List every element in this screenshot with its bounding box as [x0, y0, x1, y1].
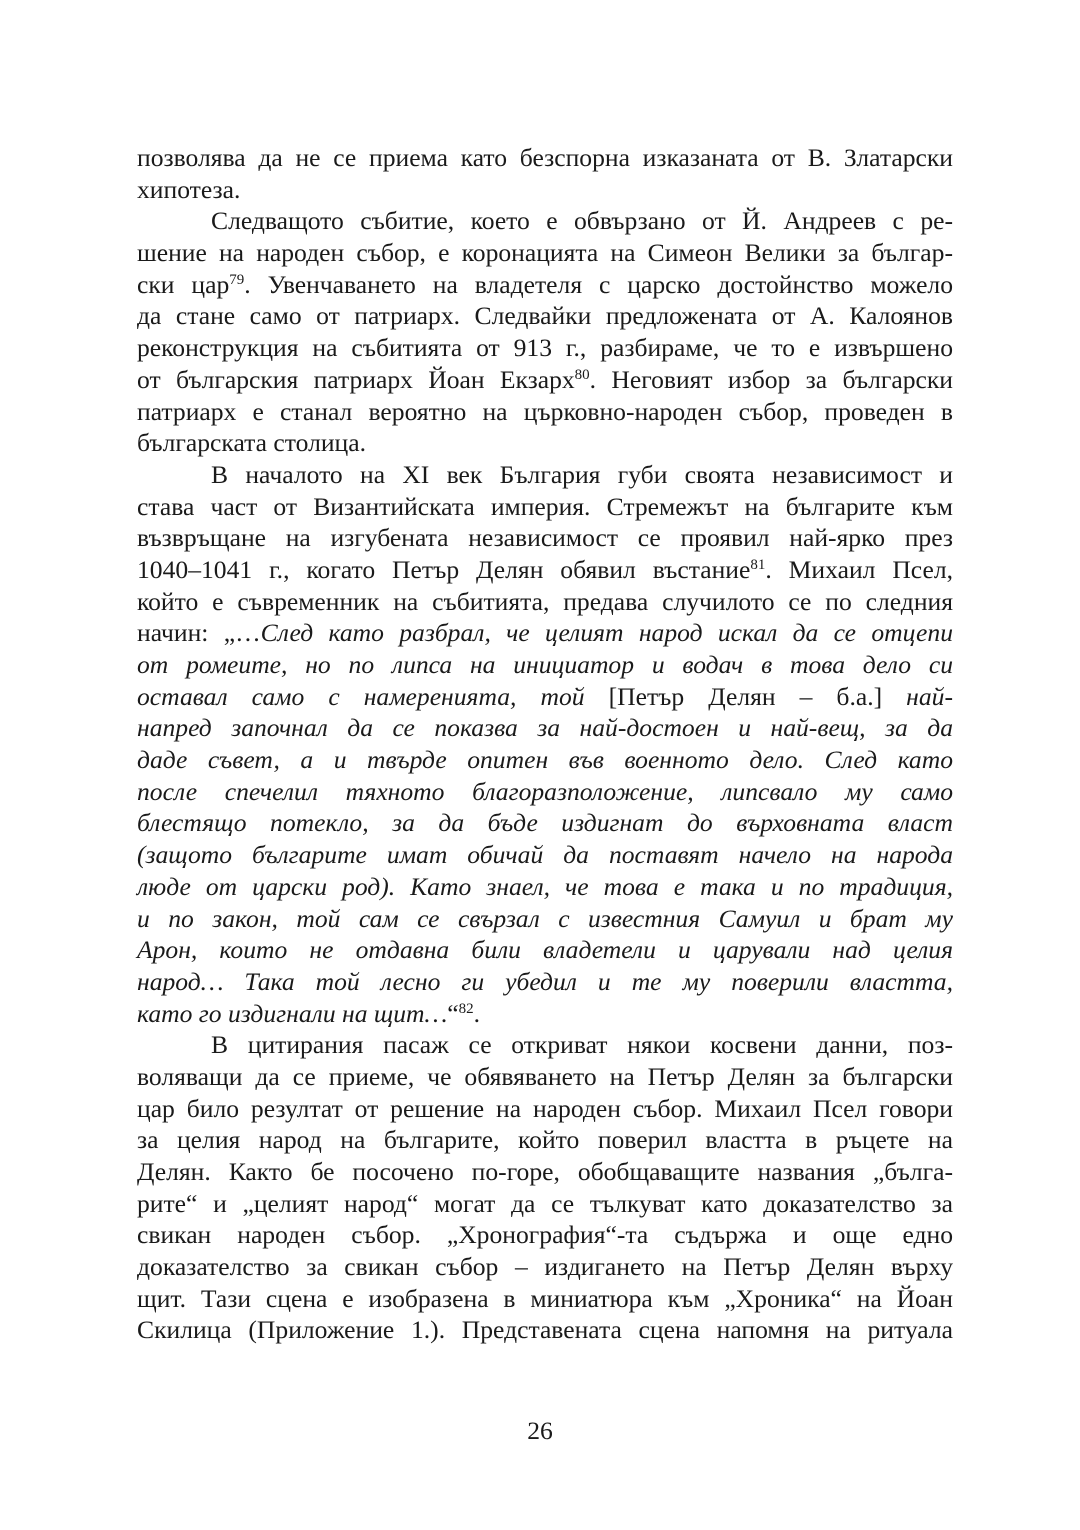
footnote-ref-80: 80	[574, 366, 590, 383]
quote-line: напред започнал да се показва за най-достоен и най-вещ, за да	[137, 713, 953, 743]
text-fragment: . Увенчаването на владетеля с царско достойнство можело	[244, 269, 953, 299]
quote-fragment: След като разбрал, че целият народ искал да се отцепи	[260, 618, 953, 648]
text-fragment: начин: „…	[137, 618, 261, 648]
footnote-ref-81: 81	[750, 556, 766, 573]
text-line	[137, 617, 953, 649]
text-fragment: “	[447, 998, 459, 1028]
footnote-ref-79: 79	[229, 271, 245, 288]
text-line: за целия народ на българите, който поверил властта в ръцете на	[137, 1125, 953, 1155]
quote-line: (защото българите имат обичай да поставят начело на народа	[137, 840, 953, 870]
quote-line: и по закон, той сам се свързал с известния Самуил и брат му	[137, 903, 953, 933]
text-line: воляващи да се приеме, че обявяването на Петър Делян за български	[137, 1061, 953, 1091]
text-fragment: ски цар	[137, 269, 230, 299]
text-line: става част от Византийската империя. Стремежът на българите към	[137, 491, 953, 521]
footnote-ref-82: 82	[458, 1000, 474, 1017]
text-fragment: . Неговият избор за български	[589, 364, 953, 394]
text-line	[137, 554, 953, 586]
quote-fragment: като го издигнали на щит…	[137, 998, 448, 1028]
text-line: българската столица.	[137, 428, 366, 458]
body-text	[137, 142, 953, 1346]
text-line: В цитирания пасаж се откриват някои косвени данни, поз-	[211, 1030, 953, 1060]
text-line	[137, 998, 953, 1030]
text-line: рите“ и „целият народ“ могат да се тълкуват като доказателство за	[137, 1188, 953, 1218]
text-line: Делян. Както бе посочено по-горе, обобщаващите названия „бълга-	[137, 1157, 953, 1186]
page-number: 26	[527, 1416, 553, 1445]
quote-line: даде съвет, а и твърде опитен във военното дело. След като	[137, 745, 953, 775]
text-line: хипотеза.	[137, 174, 241, 204]
text-line	[137, 681, 953, 713]
text-line: патриарх е станал вероятно на църковно-народен събор, проведен в	[137, 396, 953, 426]
quote-line: от ромеите, но по липса на инициатор и водач в това дело си	[137, 650, 953, 679]
author-note: [Петър Делян – б.а.]	[584, 681, 907, 711]
text-line: реконструкция на събитията от 913 г., разбираме, че то е извършено	[137, 333, 953, 363]
text-line: да стане само от патриарх. Следвайки предложената от А. Калоянов	[137, 301, 953, 331]
paragraph-2	[137, 205, 953, 459]
paragraph-4	[137, 1029, 953, 1346]
text-fragment: 1040–1041 г., когато Петър Делян обявил въстание	[137, 554, 751, 584]
text-line	[137, 269, 953, 301]
text-line: който е съвременник на събитията, предава случилото се по следния	[137, 586, 953, 616]
text-line: възвръщане на изгубената независимост се проявил най-ярко през	[137, 523, 953, 553]
text-line: Следващото събитие, което е обвързано от Й. Андреев с ре-	[211, 206, 953, 236]
text-line: позволява да не се приема като безспорна изказаната от В. Златарски	[137, 143, 953, 172]
text-fragment: . Михаил Псел,	[765, 554, 954, 584]
text-line: шение на народен събор, е коронацията на Симеон Велики за българ-	[137, 238, 953, 268]
quote-line: Арон, които не отдавна били владетели и царували над целия	[137, 935, 953, 965]
text-fragment: .	[473, 998, 481, 1028]
text-line: доказателство за свикан събор – издигането на Петър Делян върху	[137, 1252, 953, 1282]
quote-fragment: оставал само с намеренията, той	[137, 681, 585, 711]
quote-fragment: най-	[906, 681, 953, 711]
quote-line: люде от царски род). Като знаел, че това е така и по традиция,	[137, 871, 953, 901]
text-line: свикан народен събор. „Хронография“-та съдържа и още едно	[137, 1220, 953, 1250]
text-line: В началото на XI век България губи своята независимост и	[211, 459, 953, 489]
text-line: цар било резултат от решение на народен събор. Михаил Псел говори	[137, 1093, 953, 1123]
paragraph-1	[137, 142, 953, 205]
text-fragment: от българския патриарх Йоан Екзарх	[137, 364, 575, 394]
paragraph-3	[137, 459, 953, 1029]
text-line: щит. Тази сцена е изобразена в миниатюра към „Хроника“ на Йоан	[137, 1283, 953, 1313]
text-line	[137, 364, 953, 396]
quote-line: после спечелил тяхното благоразположение, липсвало му само	[137, 776, 953, 806]
quote-line: народ… Така той лесно ги убедил и те му поверили властта,	[137, 966, 953, 996]
quote-line: блестящо потекло, за да бъде издигнат до върховната власт	[137, 808, 953, 838]
text-line: Скилица (Приложение 1.). Представената сцена напомня на ритуала	[137, 1315, 953, 1345]
